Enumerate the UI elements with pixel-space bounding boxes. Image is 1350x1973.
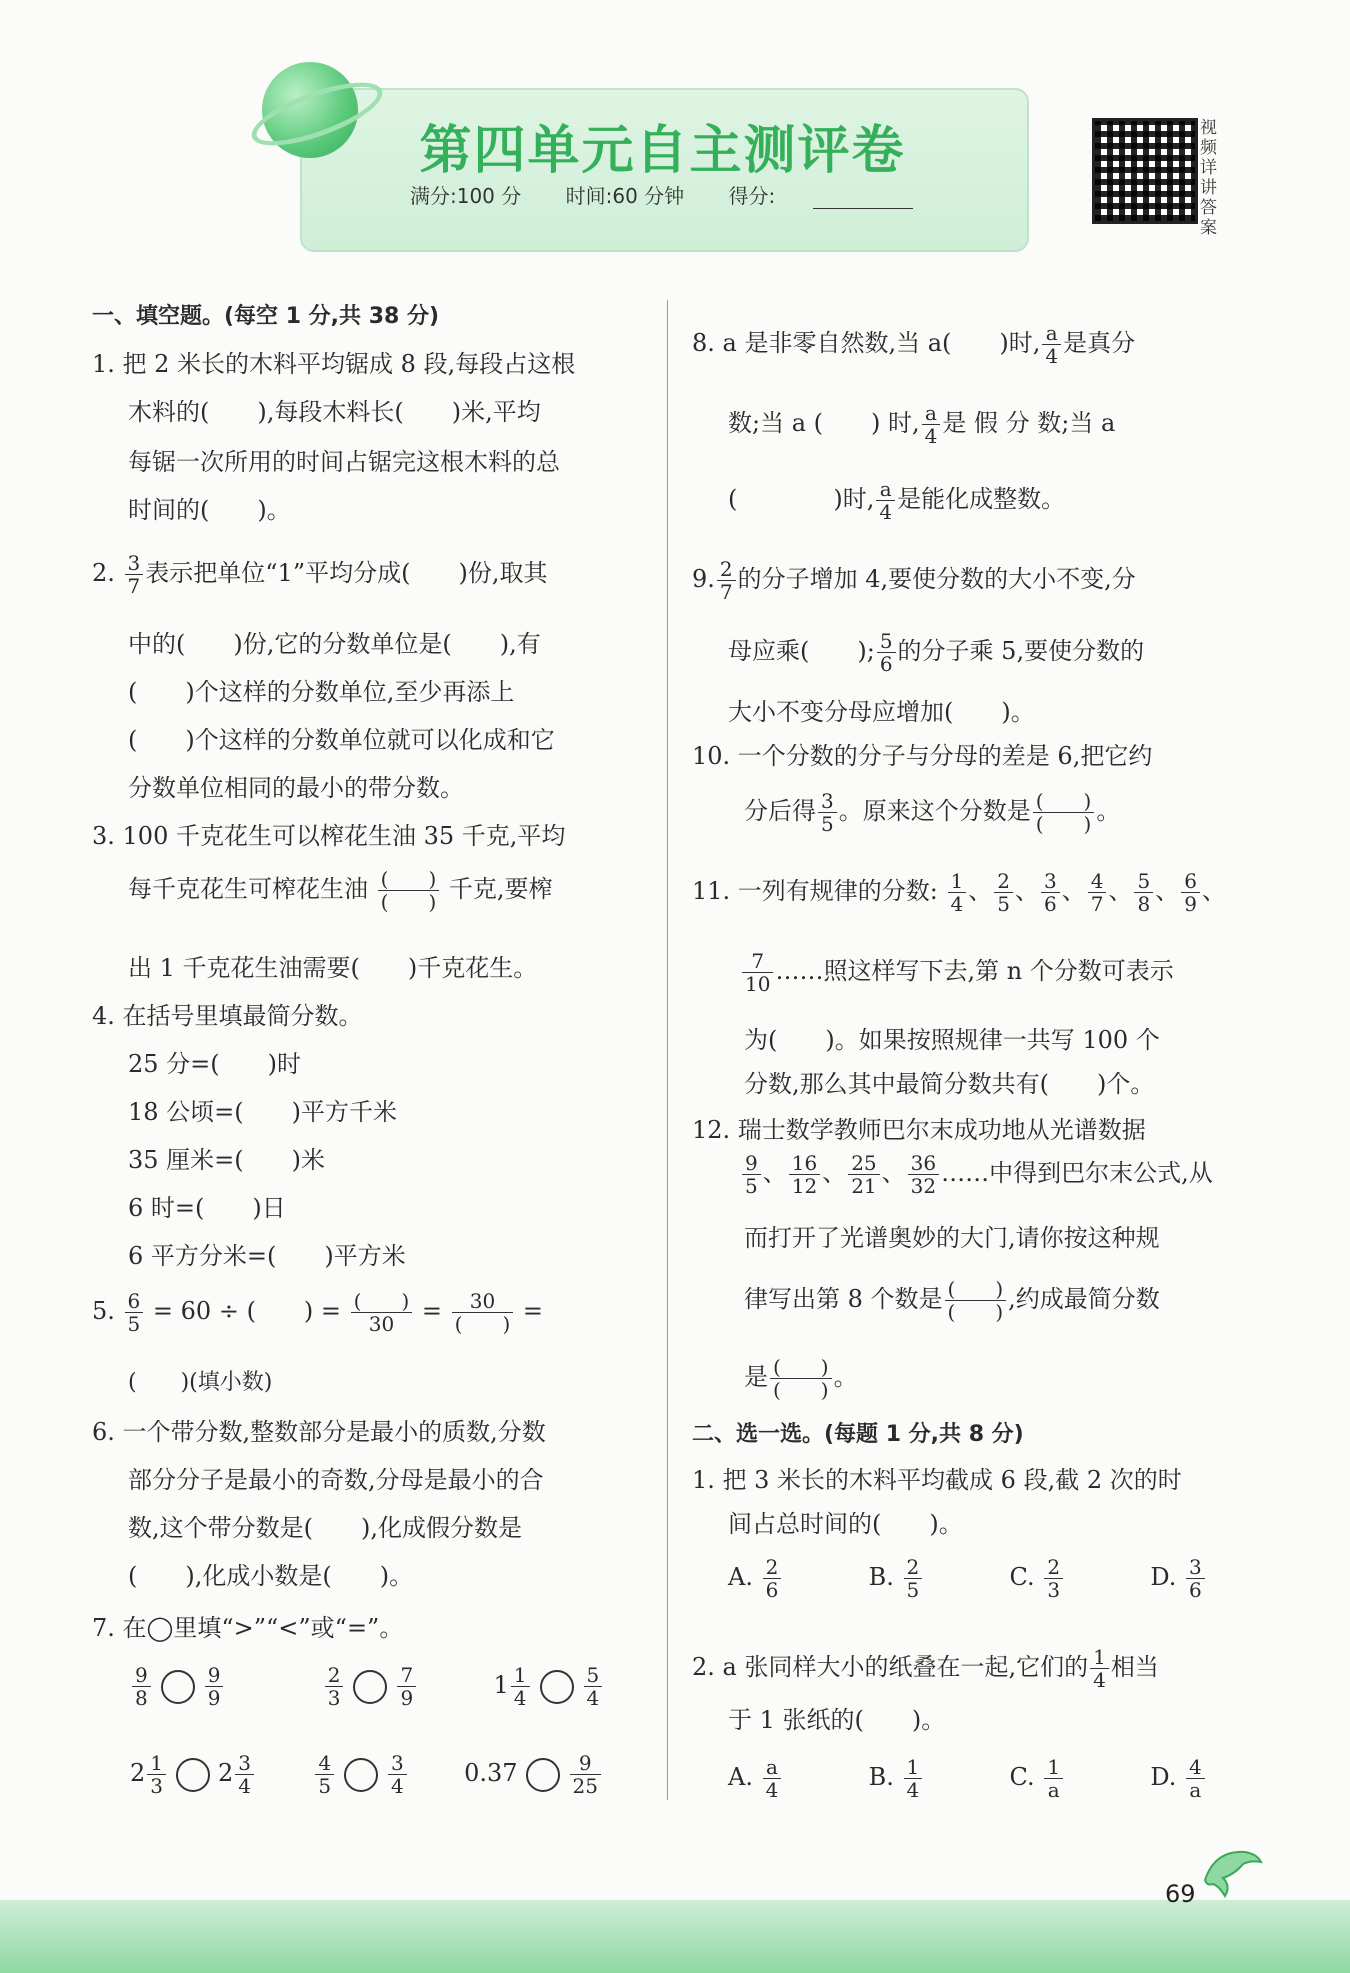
option-d[interactable]	[1150, 1555, 1206, 1602]
fraction	[948, 870, 967, 915]
score-info	[410, 180, 951, 209]
q12-text: 是	[744, 1363, 768, 1391]
s2-line1	[692, 1646, 1159, 1691]
q12-text: ……中得到巴尔末公式,从	[941, 1159, 1213, 1187]
numerator: 2	[325, 1664, 344, 1687]
fraction	[235, 1752, 254, 1797]
q1-line1: 1. 把 2 米长的木料平均锯成 8 段,每段占这根	[92, 350, 576, 378]
fraction	[1044, 1556, 1063, 1601]
q5-number: 5.	[92, 1297, 115, 1325]
numerator: 3	[818, 790, 837, 813]
q2-text: 表示把单位“1”平均分成( )份,取其	[145, 559, 548, 587]
q12-line4	[744, 1278, 1160, 1323]
q10-text: 分后得	[744, 797, 816, 825]
q9-line1	[692, 558, 1136, 603]
q9-text: 母应乘( );	[728, 637, 875, 665]
denominator: 8	[1137, 892, 1151, 916]
q3-line2	[128, 868, 553, 913]
s1-line2: 间占总时间的( )。	[728, 1510, 963, 1538]
equals-sign: =	[421, 1297, 443, 1325]
full-score: 满分:100 分	[410, 184, 522, 208]
numerator: 4	[1186, 1756, 1205, 1779]
numerator: 7	[397, 1664, 416, 1687]
fraction	[876, 478, 895, 523]
denominator: 4	[1045, 344, 1059, 368]
compare-circle[interactable]	[353, 1670, 387, 1704]
option-letter: B.	[868, 1563, 894, 1591]
q11-line1: 11. 一列有规律的分数: $\frac{1}{4}$ 、 $\frac{2}{5}$ 、 $\frac{3}{6}$ 、 $\frac{4}{7}$ 、 $\frac{5}{8}$ 、 $\frac{6}{9}$ 、	[692, 869, 1226, 916]
q4-line1: 4. 在括号里填最简分数。	[92, 1002, 363, 1030]
denominator: 6	[879, 652, 893, 676]
denominator: 4	[906, 1778, 920, 1802]
numerator: 1	[1044, 1756, 1063, 1779]
numerator: 25	[848, 1152, 879, 1175]
denominator: 4	[879, 500, 893, 524]
numerator: 1	[904, 1756, 923, 1779]
option-d[interactable]	[1150, 1755, 1206, 1802]
q5-line2: ( )(填小数)	[128, 1370, 273, 1395]
fraction	[763, 1556, 782, 1601]
section-2-heading: 二、选一选。(每题 1 分,共 8 分)	[692, 1422, 1024, 1447]
fraction[interactable]	[452, 1290, 514, 1335]
footer-bar	[0, 1900, 1350, 1973]
q12-line5	[744, 1356, 858, 1401]
q3-line3: 出 1 千克花生油需要( )千克花生。	[128, 954, 538, 982]
q2-line2: 中的( )份,它的分数单位是( ),有	[128, 630, 541, 658]
q8-text: 数;当 a ( ) 时,	[728, 409, 920, 437]
numerator: 9	[742, 1152, 761, 1175]
s1-options	[728, 1556, 1207, 1601]
q2-number: 2.	[92, 559, 115, 587]
fraction	[584, 1664, 603, 1709]
q8-line3	[728, 478, 1065, 523]
numerator: 3	[388, 1752, 407, 1775]
q9-text-end: 的分子乘 5,要使分数的	[897, 637, 1145, 665]
denominator: 4	[950, 892, 964, 916]
score-blank[interactable]	[813, 190, 913, 209]
denominator: 4	[238, 1774, 252, 1798]
qr-label: 视频详讲答案	[1200, 118, 1217, 238]
s2-text-end: 相当	[1110, 1653, 1159, 1681]
q4-item4: 6 时=( )日	[128, 1194, 286, 1222]
q7-row2	[130, 1752, 603, 1797]
q10-text-mid: 。原来这个分数是	[838, 797, 1031, 825]
fraction	[904, 1756, 923, 1801]
answer-fraction[interactable]	[945, 1278, 1007, 1323]
q4-item1: 25 分=( )时	[128, 1050, 302, 1078]
denominator: 25	[572, 1774, 598, 1798]
dolphin-icon	[1195, 1840, 1265, 1900]
denominator: 5	[997, 892, 1010, 916]
numerator: 2	[763, 1556, 782, 1579]
q6-line2: 部分分子是最小的奇数,分母是最小的合	[128, 1466, 544, 1494]
numerator: 3	[1186, 1556, 1205, 1579]
q8-text-end: 是 假 分 数;当 a	[942, 409, 1116, 437]
numerator: a	[922, 402, 941, 425]
fraction	[315, 1752, 334, 1797]
q11-text: ……照这样写下去,第 n 个分数可表示	[775, 957, 1174, 985]
denominator: 32	[910, 1174, 937, 1198]
q11-line2	[740, 950, 1174, 995]
denominator: 5	[318, 1774, 332, 1798]
numerator: 30	[452, 1290, 514, 1313]
whole-part: 2	[130, 1759, 146, 1787]
s2-line2: 于 1 张纸的( )。	[728, 1706, 946, 1734]
denominator: 6	[765, 1578, 779, 1602]
denominator: 4	[1093, 1668, 1106, 1692]
option-letter: D.	[1150, 1563, 1177, 1591]
fraction	[1134, 870, 1153, 915]
denominator: 5	[127, 1312, 141, 1336]
denominator: 21	[851, 1174, 877, 1198]
fraction	[388, 1752, 407, 1797]
section-1-heading: 一、填空题。(每空 1 分,共 38 分)	[92, 304, 440, 329]
numerator: 2	[904, 1556, 923, 1579]
q1-line2: 木料的( ),每段木料长( )米,平均	[128, 398, 541, 426]
q7-row1	[130, 1664, 604, 1709]
q11-line4: 分数,那么其中最简分数共有( )个。	[744, 1070, 1155, 1098]
fraction	[397, 1664, 416, 1709]
denominator: 4	[513, 1686, 527, 1710]
s2-text: 2. a 张同样大小的纸叠在一起,它们的	[692, 1653, 1089, 1681]
q5-equation: = 60 ÷ ( ) =	[152, 1297, 342, 1325]
numerator: 3	[1041, 870, 1060, 893]
fraction	[1090, 1646, 1109, 1691]
q10-line1: 10. 一个分数的分子与分母的差是 6,把它约	[692, 742, 1153, 770]
numerator: 16	[789, 1152, 820, 1175]
option-letter: C.	[1009, 1563, 1035, 1591]
denominator-blank[interactable]: ( )	[380, 890, 437, 914]
numerator: 9	[570, 1752, 601, 1775]
fraction	[877, 630, 896, 675]
numerator: 1	[147, 1752, 166, 1775]
q3-line1: 3. 100 千克花生可以榨花生油 35 千克,平均	[92, 822, 566, 850]
q8-text-end: 是真分	[1063, 329, 1136, 357]
numerator: 36	[908, 1152, 939, 1175]
option-b[interactable]	[868, 1555, 925, 1602]
option-letter: D.	[1150, 1763, 1177, 1791]
numerator: 3	[125, 552, 144, 575]
numerator: 1	[1090, 1646, 1109, 1669]
page-title: 第四单元自主测评卷	[419, 121, 906, 181]
q9-line2	[728, 630, 1144, 675]
q5-line1	[92, 1290, 543, 1335]
denominator: 7	[1090, 892, 1104, 916]
q12-line1: 12. 瑞士数学教师巴尔末成功地从光谱数据	[692, 1116, 1146, 1144]
column-divider	[667, 300, 668, 1800]
fraction	[904, 1556, 923, 1601]
numerator-blank[interactable]: ( )	[1033, 790, 1095, 813]
denominator: 4	[586, 1686, 600, 1710]
q6-line1: 6. 一个带分数,整数部分是最小的质数,分数	[92, 1418, 546, 1446]
option-b[interactable]	[868, 1755, 925, 1802]
numerator: 3	[235, 1752, 254, 1775]
option-c[interactable]	[1009, 1555, 1066, 1602]
numerator: 4	[315, 1752, 334, 1775]
fraction	[570, 1752, 601, 1797]
q12-line2: $\frac{9}{5}$ 、 $\frac{16}{12}$ 、 $\frac{25}{21}$ 、 $\frac{36}{32}$ ……中得到巴尔末公式,从	[740, 1152, 1213, 1197]
denominator: 7	[719, 580, 733, 604]
q10-line2	[744, 790, 1120, 835]
numerator: 9	[205, 1664, 224, 1687]
denominator-blank[interactable]: ( )	[454, 1312, 511, 1336]
denominator-blank[interactable]: ( )	[773, 1378, 829, 1402]
fraction	[1041, 870, 1060, 915]
fraction	[1044, 1756, 1063, 1801]
numerator: 7	[742, 950, 773, 973]
fraction	[1181, 870, 1200, 915]
fraction	[717, 558, 736, 603]
q8-text-end: 是能化成整数。	[897, 485, 1066, 513]
q10-text-end: 。	[1096, 797, 1121, 825]
compare-circle[interactable]	[344, 1758, 378, 1792]
fraction	[147, 1752, 166, 1797]
option-c[interactable]	[1009, 1755, 1066, 1802]
q4-item2: 18 公顷=( )平方千米	[128, 1098, 398, 1126]
compare-circle[interactable]	[161, 1670, 195, 1704]
numerator: 4	[1088, 870, 1107, 893]
fraction	[511, 1664, 530, 1709]
numerator: 9	[132, 1664, 151, 1687]
numerator-blank[interactable]: ( )	[945, 1278, 1007, 1301]
compare-circle[interactable]	[526, 1758, 560, 1792]
q2-line5: 分数单位相同的最小的带分数。	[128, 774, 464, 802]
q11-text: 11. 一列有规律的分数:	[692, 877, 938, 905]
denominator: 7	[127, 574, 141, 598]
q4-item3: 35 厘米=( )米	[128, 1146, 326, 1174]
numerator: 2	[1044, 1556, 1063, 1579]
whole-part: 1	[493, 1671, 509, 1699]
denominator: 6	[1189, 1578, 1202, 1602]
denominator: 5	[745, 1174, 758, 1198]
numerator: 5	[584, 1664, 603, 1687]
q2-line1	[92, 552, 547, 597]
q8-line1	[692, 322, 1135, 367]
q9-line3: 大小不变分母应增加( )。	[728, 698, 1035, 726]
q1-line3: 每锯一次所用的时间占锯完这根木料的总	[128, 448, 560, 476]
numerator: 2	[717, 558, 736, 581]
denominator: 5	[906, 1578, 920, 1602]
q2-line4: ( )个这样的分数单位就可以化成和它	[128, 726, 555, 754]
q5-end: =	[522, 1297, 544, 1325]
denominator: 4	[391, 1774, 404, 1798]
numerator: 5	[1134, 870, 1153, 893]
option-a[interactable]	[728, 1555, 783, 1602]
numerator: 6	[1181, 870, 1200, 893]
decimal: 0.37	[464, 1759, 518, 1787]
q8-text: ( )时,	[728, 485, 875, 513]
fraction	[742, 950, 773, 995]
answer-fraction[interactable]	[1033, 790, 1095, 835]
q12-text-end: ,约成最简分数	[1008, 1285, 1160, 1313]
q12-line3: 而打开了光谱奥妙的大门,请你按这种规	[744, 1224, 1160, 1252]
denominator: 9	[207, 1686, 221, 1710]
fraction	[763, 1756, 782, 1801]
numerator: a	[1042, 322, 1061, 345]
q4-item5: 6 平方分米=( )平方米	[128, 1242, 406, 1270]
s2-options	[728, 1756, 1207, 1801]
denominator: a	[1047, 1778, 1060, 1802]
denominator: 3	[327, 1686, 341, 1710]
option-letter: B.	[868, 1763, 894, 1791]
fraction	[325, 1664, 344, 1709]
fraction	[789, 1152, 820, 1197]
fraction	[908, 1152, 939, 1197]
denominator: 9	[1184, 892, 1197, 916]
q8-line2	[728, 402, 1115, 447]
denominator: 3	[1047, 1578, 1061, 1602]
denominator: 6	[1044, 892, 1057, 916]
numerator: 2	[994, 870, 1013, 893]
score-label: 得分:	[728, 184, 776, 208]
s1-line1: 1. 把 3 米长的木料平均截成 6 段,截 2 次的时	[692, 1466, 1182, 1494]
denominator: 30	[368, 1312, 395, 1336]
q2-line3: ( )个这样的分数单位,至少再添上	[128, 678, 515, 706]
q3-text: 每千克花生可榨花生油	[128, 875, 368, 903]
fraction	[132, 1664, 151, 1709]
numerator: 1	[511, 1664, 530, 1687]
option-letter: A.	[728, 1763, 753, 1791]
denominator: 5	[821, 812, 834, 836]
fraction[interactable]	[351, 1290, 413, 1335]
q11-line3: 为( )。如果按照规律一共写 100 个	[744, 1026, 1160, 1054]
q6-line4: ( ),化成小数是( )。	[128, 1562, 414, 1590]
denominator: 9	[400, 1686, 414, 1710]
fraction	[1186, 1756, 1205, 1801]
numerator: 6	[125, 1290, 144, 1313]
denominator: 4	[924, 424, 938, 448]
q12-text: 律写出第 8 个数是	[744, 1285, 943, 1313]
fraction	[125, 1290, 144, 1335]
fraction	[994, 870, 1013, 915]
denominator: 10	[745, 972, 771, 996]
denominator-blank[interactable]: ( )	[1035, 812, 1092, 836]
numerator: 1	[948, 870, 967, 893]
denominator: 4	[765, 1778, 779, 1802]
q8-text: 8. a 是非零自然数,当 a( )时,	[692, 329, 1041, 357]
numerator-blank[interactable]: ( )	[770, 1356, 832, 1379]
q12-text-end: 。	[833, 1363, 858, 1391]
page-number: 69	[1165, 1880, 1196, 1908]
fraction	[742, 1152, 761, 1197]
denominator: a	[1189, 1778, 1202, 1802]
fraction	[848, 1152, 879, 1197]
numerator: 5	[877, 630, 896, 653]
numerator: a	[763, 1756, 782, 1779]
q6-line3: 数,这个带分数是( ),化成假分数是	[128, 1514, 522, 1542]
q3-text-end: 千克,要榨	[448, 875, 553, 903]
q9-text: 的分子增加 4,要使分数的大小不变,分	[737, 565, 1136, 593]
fraction	[205, 1664, 224, 1709]
fraction	[1042, 322, 1061, 367]
fraction	[125, 552, 144, 597]
fraction	[1186, 1556, 1205, 1601]
q7-line1: 7. 在◯里填“>”“<”或“=”。	[92, 1614, 404, 1642]
fraction	[1088, 870, 1107, 915]
denominator: 3	[150, 1774, 164, 1798]
numerator: a	[876, 478, 895, 501]
whole-part: 2	[218, 1759, 234, 1787]
qr-code-icon[interactable]	[1092, 118, 1198, 224]
time-limit: 时间:60 分钟	[565, 184, 685, 208]
compare-circle[interactable]	[540, 1670, 574, 1704]
compare-circle[interactable]	[176, 1758, 210, 1792]
option-a[interactable]	[728, 1755, 783, 1802]
answer-fraction[interactable]	[378, 868, 440, 913]
denominator-blank[interactable]: ( )	[947, 1300, 1004, 1324]
option-letter: A.	[728, 1563, 753, 1591]
denominator: 8	[135, 1686, 148, 1710]
q9-number: 9.	[692, 565, 715, 593]
denominator: 12	[791, 1174, 818, 1198]
fraction	[818, 790, 837, 835]
numerator-blank[interactable]: ( )	[378, 868, 440, 891]
q1-line4: 时间的( )。	[128, 496, 291, 524]
answer-fraction[interactable]	[770, 1356, 832, 1401]
option-letter: C.	[1009, 1763, 1035, 1791]
numerator-blank[interactable]: ( )	[351, 1290, 413, 1313]
fraction	[922, 402, 941, 447]
